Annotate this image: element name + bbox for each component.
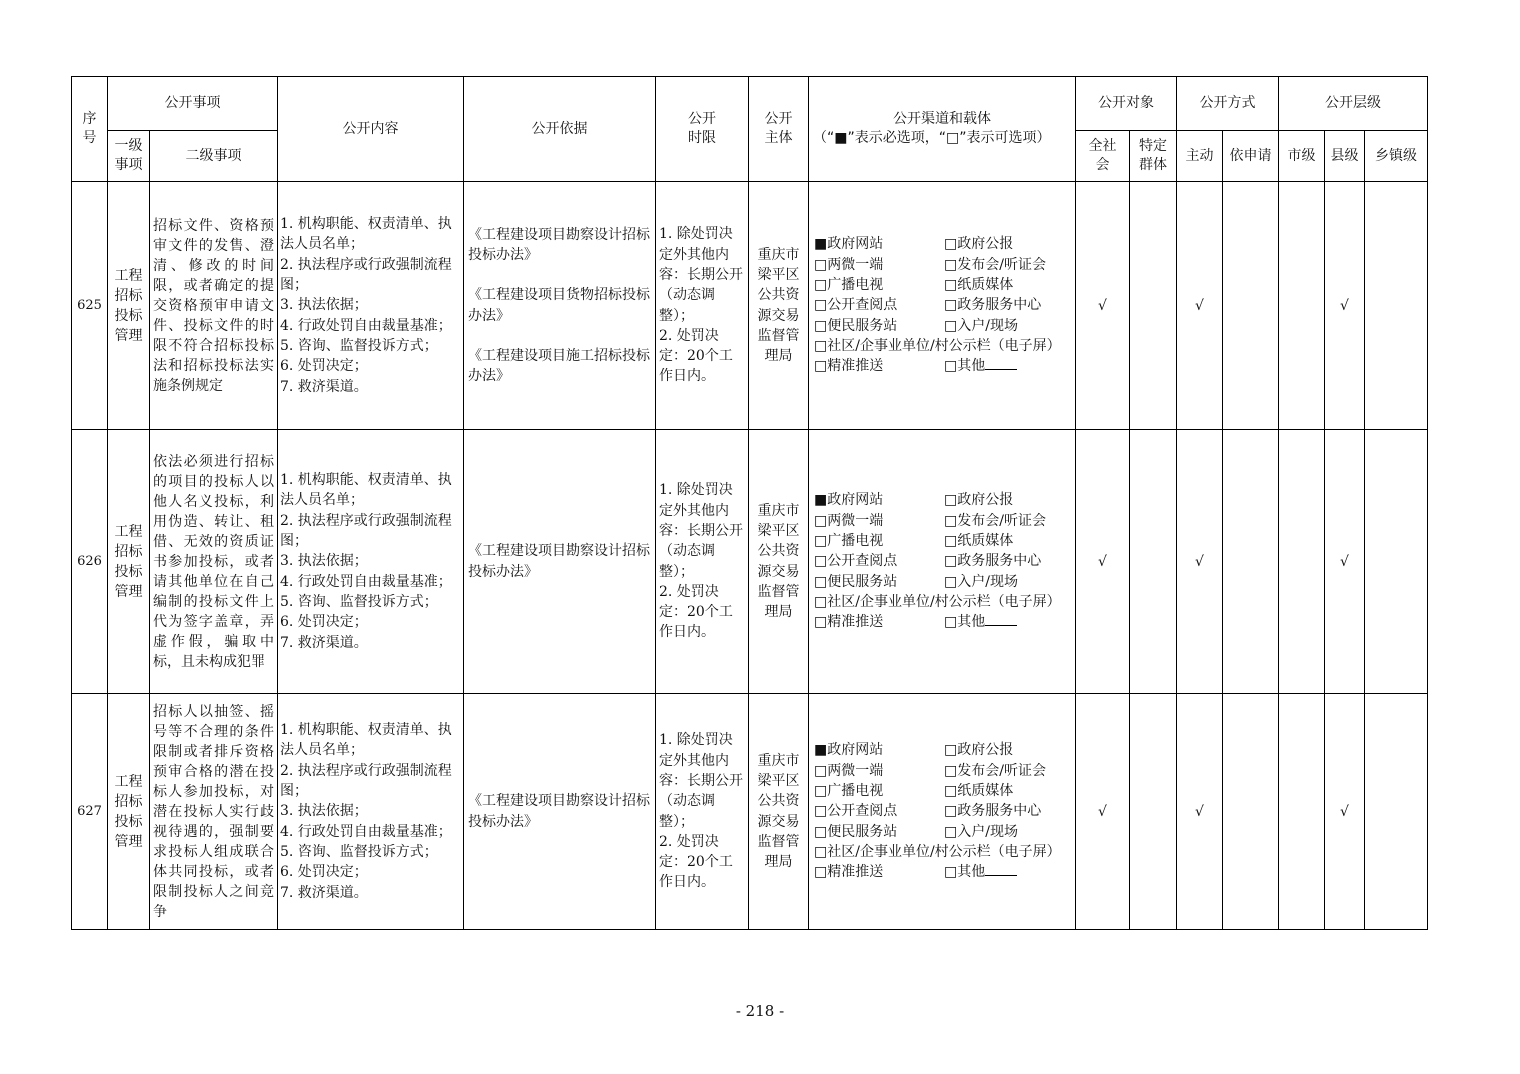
channel-option: □广播电视	[814, 533, 884, 550]
level2-cell	[150, 694, 278, 930]
seq-cell: 627	[72, 694, 108, 930]
header-level1-label: 一级事项	[114, 138, 143, 173]
level1-cell	[108, 182, 150, 430]
channel-option: □便民服务站	[814, 823, 898, 840]
header-mode: 公开方式	[1177, 77, 1279, 131]
target-all-cell: √	[1076, 694, 1130, 930]
time-limit-line: 1. 除处罚决定外其他内容：长期公开（动态调整）；	[659, 482, 743, 580]
target-specific-cell	[1130, 694, 1177, 930]
level2-text: 招标人以抽签、摇号等不合理的条件限制或者排斥资格预审合格的潜在投标人参加投标，对潜在投标人实行歧视待遇的，强制要求投标人组成联合体共同投标，或者限制投标人之间竞争	[153, 703, 274, 920]
subject-cell	[749, 430, 809, 694]
channel-option: □公开查阅点	[814, 297, 898, 314]
channel-option-label: □纸质媒体	[944, 533, 1014, 550]
mode-request-cell	[1223, 182, 1279, 430]
subject-text: 重庆市梁平区公共资源交易监督管理局	[757, 502, 800, 621]
header-tier-county: 县级	[1325, 131, 1365, 182]
content-line: 5. 咨询、监督投诉方式；	[280, 843, 438, 860]
content-line: 1. 机构职能、权责清单、执法人员名单；	[280, 722, 452, 759]
header-level1	[108, 131, 150, 182]
header-channel-note: （“■”表示必选项，“□”表示可选项）	[813, 130, 1051, 146]
basis-cell	[464, 430, 656, 694]
channel-option: □社区/企事业单位/村公示栏（电子屏）	[814, 843, 1061, 860]
header-subject-label: 公开主体	[764, 111, 793, 146]
channel-option-label: □其他	[944, 358, 986, 375]
channel-cell	[809, 694, 1076, 930]
channel-option-label: □入户/现场	[944, 317, 1018, 334]
level1-cell	[108, 694, 150, 930]
level1-text: 工程招标投标管理	[114, 267, 143, 344]
tier-town-cell	[1365, 430, 1428, 694]
table-row	[72, 182, 1428, 430]
blank-line	[985, 357, 1017, 370]
channel-option: □广播电视	[814, 277, 884, 294]
tier-city-cell	[1279, 182, 1325, 430]
basis-cell	[464, 182, 656, 430]
channel-option	[944, 761, 1046, 781]
channel-option: □两微一端	[814, 762, 884, 779]
header-subject	[749, 77, 809, 182]
basis-line: 《工程建设项目货物招标投标办法》	[468, 287, 650, 324]
tier-city-cell	[1279, 694, 1325, 930]
content-line: 1. 机构职能、权责清单、执法人员名单；	[280, 216, 452, 253]
channel-option	[944, 234, 1013, 254]
content-line: 5. 咨询、监督投诉方式；	[280, 593, 438, 610]
content-cell	[278, 430, 464, 694]
mode-request-cell	[1223, 694, 1279, 930]
blank-line	[985, 613, 1017, 626]
channel-option: □社区/企事业单位/村公示栏（电子屏）	[814, 337, 1061, 354]
time-limit-line: 2. 处罚决定：20个工作日内。	[659, 833, 733, 891]
channel-option-label: □发布会/听证会	[944, 512, 1046, 529]
channel-option-label: □入户/现场	[944, 573, 1018, 590]
mode-active-cell: √	[1177, 694, 1223, 930]
channel-option	[944, 511, 1046, 531]
table-row	[72, 430, 1428, 694]
channel-option	[944, 531, 1013, 551]
mode-active-cell: √	[1177, 182, 1223, 430]
header-channel	[809, 77, 1076, 182]
header-target-all-label: 全社会	[1088, 138, 1117, 173]
channel-option	[944, 356, 1017, 376]
channel-option	[944, 490, 1013, 510]
header-target: 公开对象	[1076, 77, 1177, 131]
channel-option	[944, 572, 1018, 592]
channel-option	[944, 781, 1013, 801]
content-line: 4. 行政处罚自由裁量基准；	[280, 573, 452, 590]
channel-option	[944, 801, 1041, 821]
header-time-limit-label: 公开时限	[688, 111, 716, 146]
channel-option: □便民服务站	[814, 573, 898, 590]
tier-town-cell	[1365, 694, 1428, 930]
header-time-limit	[656, 77, 749, 182]
target-specific-cell	[1130, 430, 1177, 694]
tier-county-cell: √	[1325, 694, 1365, 930]
header-level2: 二级事项	[150, 131, 278, 182]
content-line: 2. 执法程序或行政强制流程图；	[280, 762, 452, 800]
header-target-all	[1076, 131, 1130, 182]
content-line: 7. 救济渠道。	[280, 378, 368, 395]
content-line: 3. 执法依据；	[280, 803, 368, 820]
level1-text: 工程招标投标管理	[114, 523, 143, 600]
level1-text: 工程招标投标管理	[114, 773, 143, 850]
content-line: 3. 执法依据；	[280, 297, 368, 314]
time-limit-line: 1. 除处罚决定外其他内容：长期公开（动态调整）；	[659, 732, 743, 830]
channel-option: □两微一端	[814, 256, 884, 273]
table-row	[72, 694, 1428, 930]
content-line: 7. 救济渠道。	[280, 884, 368, 901]
content-line: 6. 处罚决定；	[280, 358, 368, 375]
channel-option: □便民服务站	[814, 317, 898, 334]
channel-option: ■政府网站	[814, 236, 884, 253]
disclosure-table	[71, 76, 1428, 930]
time-limit-cell	[656, 694, 749, 930]
level2-text: 招标文件、资格预审文件的发售、澄清、修改的时间限，或者确定的提交资格预审申请文件、投标文件的时限不符合招标投标法和招标投标法实施条例规定	[153, 217, 274, 394]
seq-cell: 626	[72, 430, 108, 694]
subject-cell	[749, 182, 809, 430]
content-line: 6. 处罚决定；	[280, 864, 368, 881]
channel-option: □精准推送	[814, 864, 884, 881]
content-line: 7. 救济渠道。	[280, 634, 368, 651]
channel-option: □社区/企事业单位/村公示栏（电子屏）	[814, 593, 1061, 610]
channel-option-label: □其他	[944, 614, 986, 631]
content-line: 3. 执法依据；	[280, 553, 368, 570]
channel-option: □公开查阅点	[814, 803, 898, 820]
channel-option-label: □政务服务中心	[944, 553, 1042, 570]
target-all-cell: √	[1076, 430, 1130, 694]
basis-line: 《工程建设项目勘察设计招标投标办法》	[468, 543, 650, 580]
tier-county-cell: √	[1325, 182, 1365, 430]
basis-line: 《工程建设项目勘察设计招标投标办法》	[468, 793, 650, 830]
header-content: 公开内容	[278, 77, 464, 182]
channel-option	[944, 316, 1018, 336]
subject-cell	[749, 694, 809, 930]
channel-option-label: □发布会/听证会	[944, 762, 1046, 779]
header-tier-city: 市级	[1279, 131, 1325, 182]
channel-option-label: □纸质媒体	[944, 783, 1014, 800]
content-line: 1. 机构职能、权责清单、执法人员名单；	[280, 472, 452, 509]
page-number: - 218 -	[735, 1002, 785, 1020]
channel-option: □广播电视	[814, 783, 884, 800]
channel-option	[944, 612, 1017, 632]
header-target-specific	[1130, 131, 1177, 182]
time-limit-line: 1. 除处罚决定外其他内容：长期公开（动态调整）；	[659, 226, 743, 324]
time-limit-cell	[656, 430, 749, 694]
time-limit-line: 2. 处罚决定：20个工作日内。	[659, 583, 733, 641]
header-seq-label: 序号	[82, 111, 97, 146]
content-line: 5. 咨询、监督投诉方式；	[280, 337, 438, 354]
channel-option: □精准推送	[814, 614, 884, 631]
channel-option-label: □其他	[944, 864, 986, 881]
content-line: 4. 行政处罚自由裁量基准；	[280, 823, 452, 840]
channel-option: ■政府网站	[814, 492, 884, 509]
time-limit-cell	[656, 182, 749, 430]
header-target-specific-label: 特定群体	[1139, 138, 1167, 173]
time-limit-line: 2. 处罚决定：20个工作日内。	[659, 327, 733, 385]
channel-option-label: □政府公报	[944, 492, 1014, 509]
tier-city-cell	[1279, 430, 1325, 694]
content-line: 2. 执法程序或行政强制流程图；	[280, 256, 452, 294]
header-seq	[72, 77, 108, 182]
channel-option	[944, 255, 1046, 275]
channel-option: ■政府网站	[814, 742, 884, 759]
channel-option-label: □政府公报	[944, 236, 1014, 253]
tier-town-cell	[1365, 182, 1428, 430]
content-cell	[278, 182, 464, 430]
target-all-cell: √	[1076, 182, 1130, 430]
content-cell	[278, 694, 464, 930]
channel-option	[944, 822, 1018, 842]
channel-option	[944, 551, 1041, 571]
level2-cell	[150, 430, 278, 694]
channel-option	[944, 740, 1013, 760]
header-item-group: 公开事项	[108, 77, 278, 131]
channel-option: □公开查阅点	[814, 553, 898, 570]
mode-active-cell: √	[1177, 430, 1223, 694]
channel-cell	[809, 430, 1076, 694]
header-basis: 公开依据	[464, 77, 656, 182]
content-line: 4. 行政处罚自由裁量基准；	[280, 317, 452, 334]
channel-option-label: □纸质媒体	[944, 277, 1014, 294]
channel-option-label: □政府公报	[944, 742, 1014, 759]
channel-option-label: □政务服务中心	[944, 803, 1042, 820]
seq-cell: 625	[72, 182, 108, 430]
basis-cell	[464, 694, 656, 930]
channel-cell	[809, 182, 1076, 430]
channel-option-label: □发布会/听证会	[944, 256, 1046, 273]
channel-option	[944, 275, 1013, 295]
header-tier-town: 乡镇级	[1365, 131, 1428, 182]
channel-option	[944, 862, 1017, 882]
header-channel-title: 公开渠道和载体	[893, 111, 991, 127]
tier-county-cell: √	[1325, 430, 1365, 694]
channel-option-label: □入户/现场	[944, 823, 1018, 840]
blank-line	[985, 863, 1017, 876]
content-line: 6. 处罚决定；	[280, 614, 368, 631]
channel-option-label: □政务服务中心	[944, 297, 1042, 314]
subject-text: 重庆市梁平区公共资源交易监督管理局	[757, 752, 800, 871]
level1-cell	[108, 430, 150, 694]
header-mode-request: 依申请	[1223, 131, 1279, 182]
channel-option: □两微一端	[814, 512, 884, 529]
subject-text: 重庆市梁平区公共资源交易监督管理局	[757, 246, 800, 365]
content-line: 2. 执法程序或行政强制流程图；	[280, 512, 452, 550]
basis-line: 《工程建设项目勘察设计招标投标办法》	[468, 226, 650, 263]
header-mode-active: 主动	[1177, 131, 1223, 182]
level2-cell	[150, 182, 278, 430]
target-specific-cell	[1130, 182, 1177, 430]
basis-line: 《工程建设项目施工招标投标办法》	[468, 347, 650, 385]
header-tier: 公开层级	[1279, 77, 1428, 131]
mode-request-cell	[1223, 430, 1279, 694]
level2-text: 依法必须进行招标的项目的投标人以他人名义投标，利用伪造、转让、租借、无效的资质证书参加投标，或者请其他单位在自己编制的投标文件上代为签字盖章，弄虚作假，骗取中标，且未构成犯罪	[153, 453, 274, 670]
channel-option: □精准推送	[814, 358, 884, 375]
channel-option	[944, 295, 1041, 315]
